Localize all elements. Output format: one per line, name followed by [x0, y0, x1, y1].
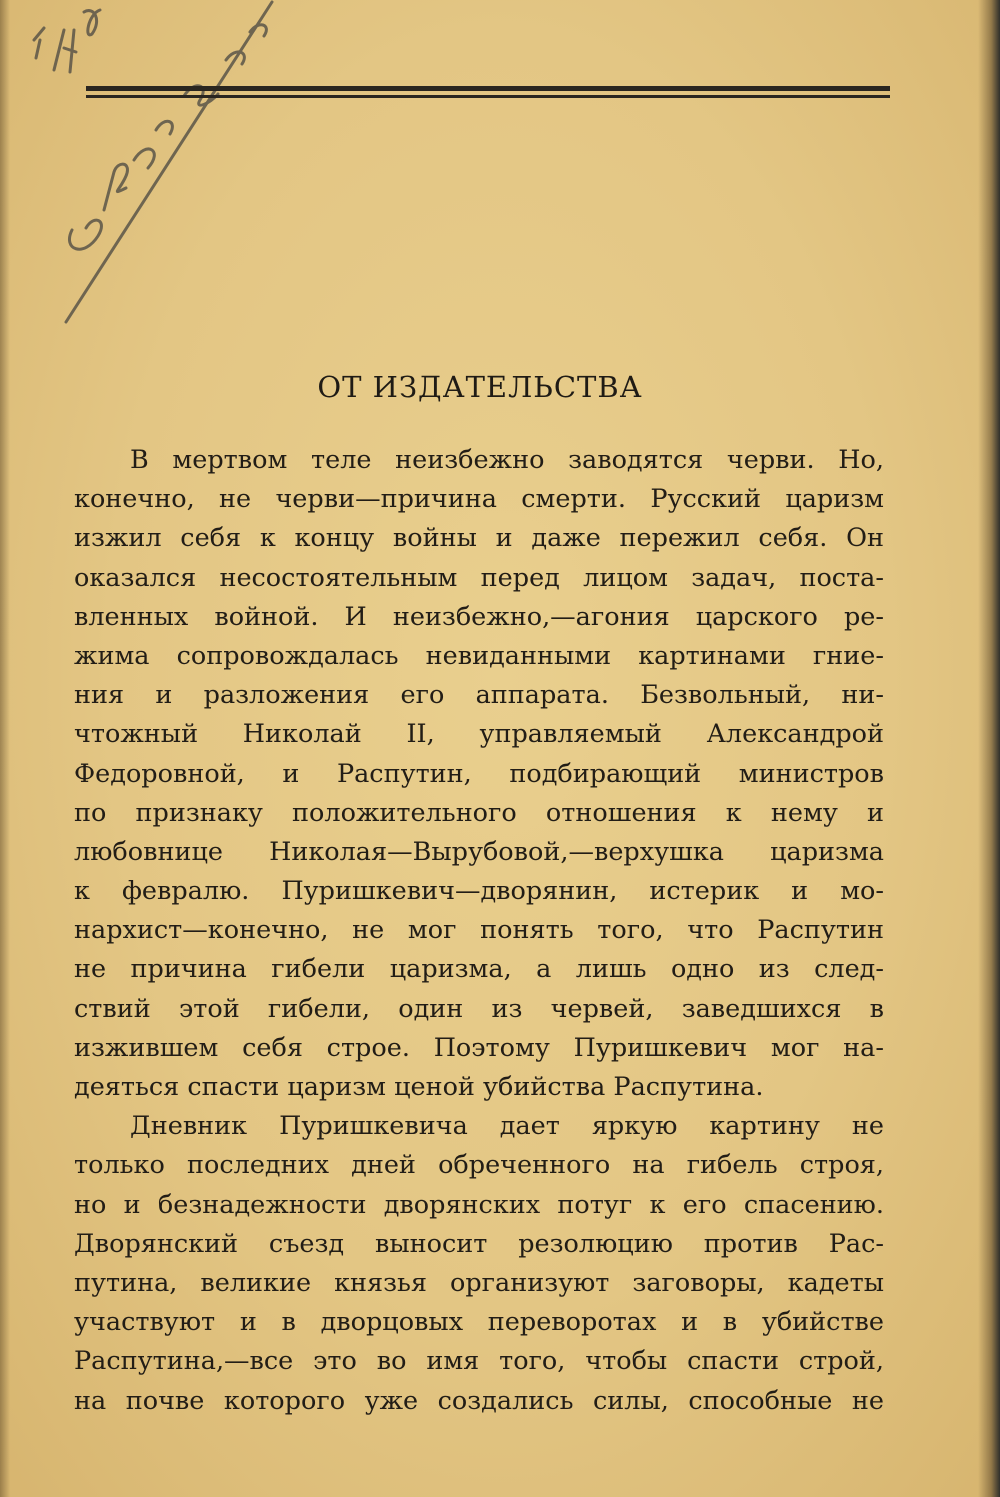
text-line: только последних дней обреченного на гибель строя,	[74, 1150, 884, 1181]
text-line: Федоровной, и Распутин, подбирающий министров	[74, 758, 884, 789]
text-line: В мертвом теле неизбежно заводятся черви. Но,	[130, 445, 884, 475]
text-line: участвуют и в дворцовых переворотах и в убийстве	[74, 1307, 884, 1338]
header-rule-thick	[86, 86, 890, 91]
text-line: Дворянский съезд выносит резолюцию против Рас-	[74, 1228, 884, 1259]
text-line: оказался несостоятельным перед лицом задач, поста-	[74, 562, 884, 593]
text-line: любовнице Николая—Вырубовой,—верхушка царизма	[74, 836, 884, 867]
text-line: изжившем себя строе. Поэтому Пуришкевич мог на-	[74, 1032, 884, 1063]
text-line: жима сопровождалась невиданными картинами гние-	[74, 640, 884, 671]
text-line: но и безнадежности дворянских потуг к его спасению.	[74, 1189, 884, 1220]
page-right-edge	[978, 0, 1000, 1497]
text-line: ствий этой гибели, один из червей, заведшихся в	[74, 993, 884, 1024]
text-line: не причина гибели царизма, а лишь одно из след-	[74, 954, 884, 985]
text-line: чтожный Николай II, управляемый Александрой	[74, 719, 884, 750]
header-rule-thin	[86, 95, 890, 98]
pencil-mark-top	[34, 10, 100, 72]
pencil-diagonal-stroke	[66, 2, 272, 322]
text-line: Распутина,—все это во имя того, чтобы спасти строй,	[74, 1346, 884, 1377]
text-line: по признаку положительного отношения к нему и	[74, 797, 884, 828]
text-line: вленных войной. И неизбежно,—агония царского ре-	[74, 601, 884, 632]
text-line: изжил себя к концу войны и даже пережил себя. Он	[74, 523, 884, 554]
text-line: путина, великие князья организуют заговоры, кадеты	[74, 1267, 884, 1298]
text-line: Дневник Пуришкевича дает яркую картину не	[130, 1111, 884, 1142]
body-text	[74, 441, 884, 1421]
pencil-annotation	[14, 0, 294, 330]
text-line: деяться спасти царизм ценой убийства Распутина.	[74, 1072, 764, 1102]
text-line: конечно, не черви—причина смерти. Русский царизм	[74, 484, 884, 515]
text-line: ния и разложения его аппарата. Безвольный, ни-	[74, 680, 884, 711]
text-line: нархист—конечно, не мог понять того, что Распутин	[74, 915, 884, 946]
section-title: ОТ ИЗДАТЕЛЬСТВА	[317, 370, 643, 404]
page-left-edge	[0, 0, 10, 1497]
text-line: на почве которого уже создались силы, способные не	[74, 1385, 884, 1416]
text-line: к февралю. Пуришкевич—дворянин, истерик и мо-	[74, 876, 884, 907]
